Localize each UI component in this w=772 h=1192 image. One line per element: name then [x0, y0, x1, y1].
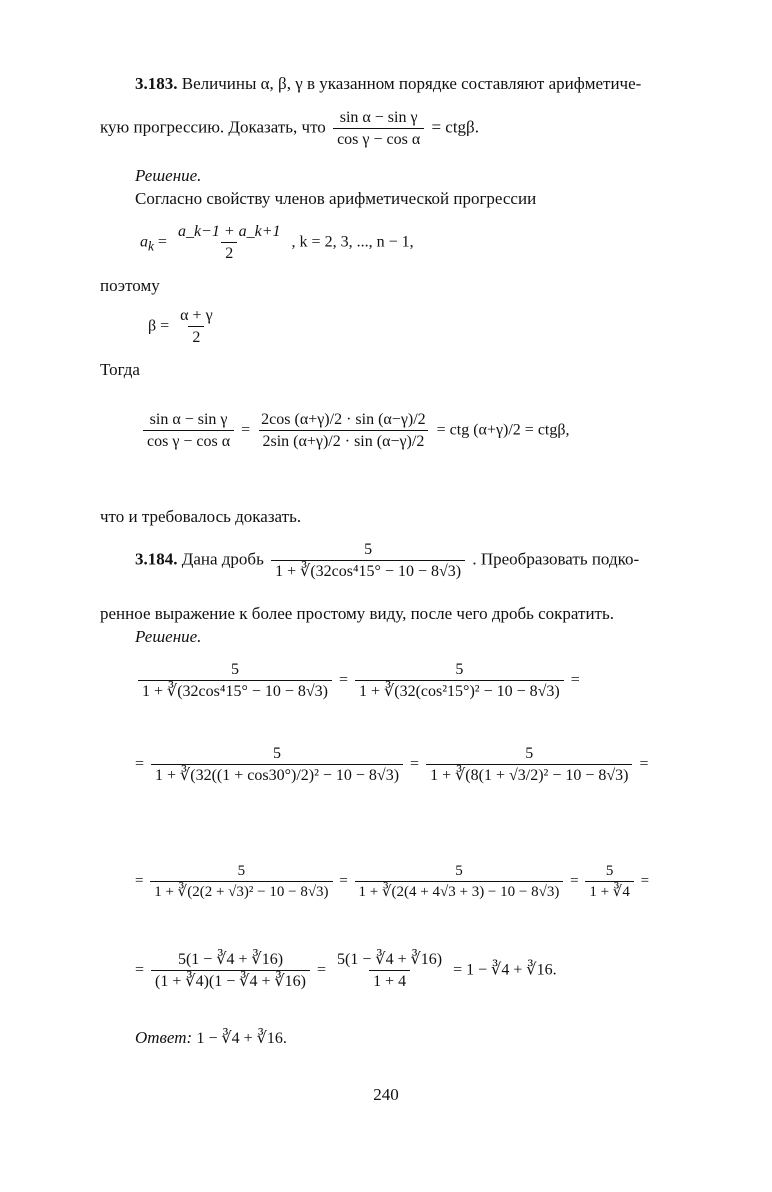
- eq4-b-numerator: 5(1 − ∛4 + ∛16): [337, 951, 443, 968]
- fraction-denominator: cos γ − cos α: [333, 128, 424, 149]
- problem-184-numerator: 5: [364, 541, 373, 558]
- main-identity: [140, 410, 570, 451]
- fraction-rhs: = ctgβ.: [431, 117, 479, 137]
- eq3-b-fraction: [355, 862, 564, 901]
- ak-subscript: k: [148, 238, 154, 254]
- beta-lhs: β =: [148, 317, 170, 335]
- beta-denominator: 2: [188, 326, 204, 347]
- eq3-b-denominator: 1 + ∛(2(4 + 4√3 + 3) − 10 − 8√3): [355, 881, 564, 901]
- problem-183-text2: кую прогрессию. Доказать, что: [100, 117, 326, 137]
- eq4-b-denominator: 1 + 4: [369, 970, 410, 991]
- eq2-left-numerator: 5: [273, 745, 282, 762]
- eq1-left-denominator: 1 + ∛(32cos⁴15° − 10 − 8√3): [138, 680, 332, 701]
- eq3-c-numerator: 5: [605, 863, 614, 879]
- identity-rhs: = ctg (α+γ)/2 = ctgβ,: [436, 421, 570, 439]
- problem-183-line2: [100, 108, 479, 149]
- eq2-equals: =: [410, 755, 420, 773]
- eq4-a-numerator: 5(1 − ∛4 + ∛16): [177, 951, 284, 968]
- ak-tail: , k = 2, 3, ..., n − 1,: [291, 233, 414, 251]
- eq3-equals-2: =: [570, 872, 579, 889]
- eq1-right-denominator: 1 + ∛(32(cos²15°)² − 10 − 8√3): [355, 680, 564, 701]
- problem-183-fraction: [333, 108, 424, 149]
- solution-label-184: Решение.: [135, 627, 202, 646]
- eq3-a-fraction: [150, 862, 332, 901]
- eq1-left-fraction: [138, 660, 332, 701]
- eq2-leading-equals: =: [135, 755, 145, 773]
- problem-184-line2: ренное выражение к более простому виду, после чего дробь сократить.: [100, 604, 614, 623]
- eq4-b-fraction: [333, 950, 446, 991]
- answer-line: [135, 1028, 287, 1048]
- solution-label-183: Решение.: [135, 166, 202, 185]
- beta-fraction: [176, 306, 216, 347]
- ak-fraction: [174, 222, 285, 263]
- ak-formula: [140, 222, 414, 263]
- problem-183-line1: [135, 74, 641, 94]
- eq3-trailing-equals: =: [640, 872, 650, 889]
- eq1-equals: =: [339, 671, 349, 689]
- eq2-right-denominator: 1 + ∛(8(1 + √3/2)² − 10 − 8√3): [426, 764, 632, 785]
- eq2-right-numerator: 5: [525, 745, 534, 762]
- eq3-leading-equals: =: [135, 872, 144, 889]
- problem-183-number: 3.183.: [135, 74, 178, 93]
- eq3-equals-1: =: [339, 872, 348, 889]
- answer-value: 1 − ∛4 + ∛16.: [196, 1030, 287, 1047]
- then-text: Тогда: [100, 360, 140, 379]
- equation-row-2: [135, 744, 649, 785]
- ak-numerator: a_k−1 + a_k+1: [177, 223, 281, 240]
- eq1-right-numerator: 5: [455, 661, 464, 678]
- eq3-c-fraction: [585, 862, 634, 901]
- equation-row-3: [135, 862, 649, 901]
- problem-184-denominator: 1 + ∛(32cos⁴15° − 10 − 8√3): [271, 560, 465, 581]
- problem-184-fraction: [271, 540, 465, 581]
- eq4-a-denominator: (1 + ∛4)(1 − ∛4 + ∛16): [151, 970, 310, 991]
- eq4-leading-equals: =: [135, 961, 145, 979]
- eq4-a-fraction: [151, 950, 310, 991]
- qed-text: что и требовалось доказать.: [100, 507, 302, 526]
- eq3-a-numerator: 5: [237, 863, 246, 879]
- therefore-text: поэтому: [100, 276, 160, 295]
- ak-denominator: 2: [221, 242, 237, 263]
- eq3-b-numerator: 5: [455, 863, 463, 879]
- eq4-result: = 1 − ∛4 + ∛16.: [453, 961, 557, 979]
- page-number: 240: [373, 1085, 399, 1104]
- identity-mid-numerator: 2cos (α+γ)/2 · sin (α−γ)/2: [261, 411, 426, 428]
- answer-label: Ответ:: [135, 1028, 193, 1047]
- eq4-equals: =: [317, 961, 327, 979]
- equation-row-1: [135, 660, 580, 701]
- ak-symbol: a: [140, 233, 148, 251]
- eq2-trailing-equals: =: [639, 755, 649, 773]
- problem-183-text: Величины α, β, γ в указанном порядке составляют арифметиче-: [181, 74, 642, 93]
- problem-184-text-a: Дана дробь: [181, 549, 264, 569]
- problem-184-line1: [135, 540, 639, 581]
- equation-row-4: [135, 950, 557, 991]
- eq3-c-denominator: 1 + ∛4: [585, 881, 634, 901]
- eq1-left-numerator: 5: [231, 661, 239, 678]
- identity-lhs-numerator: sin α − sin γ: [149, 411, 228, 428]
- identity-mid-fraction: [257, 410, 429, 451]
- eq3-a-denominator: 1 + ∛(2(2 + √3)² − 10 − 8√3): [150, 881, 332, 901]
- eq2-right-fraction: [426, 744, 632, 785]
- property-line: Согласно свойству членов арифметической прогрессии: [135, 189, 537, 208]
- problem-184-text-b: . Преобразовать подко-: [472, 549, 640, 569]
- eq2-left-fraction: [151, 744, 403, 785]
- beta-formula: [148, 306, 220, 347]
- identity-equals: =: [241, 421, 251, 439]
- eq1-trailing-equals: =: [570, 671, 580, 689]
- beta-numerator: α + γ: [180, 307, 213, 324]
- eq1-right-fraction: [355, 660, 564, 701]
- problem-184-number: 3.184.: [135, 549, 178, 569]
- identity-mid-denominator: 2sin (α+γ)/2 · sin (α−γ)/2: [259, 430, 429, 451]
- eq2-left-denominator: 1 + ∛(32((1 + cos30°)/2)² − 10 − 8√3): [151, 764, 403, 785]
- identity-lhs-denominator: cos γ − cos α: [143, 430, 234, 451]
- identity-lhs-fraction: [143, 410, 234, 451]
- ak-equals: =: [157, 233, 167, 251]
- fraction-numerator: sin α − sin γ: [339, 109, 418, 126]
